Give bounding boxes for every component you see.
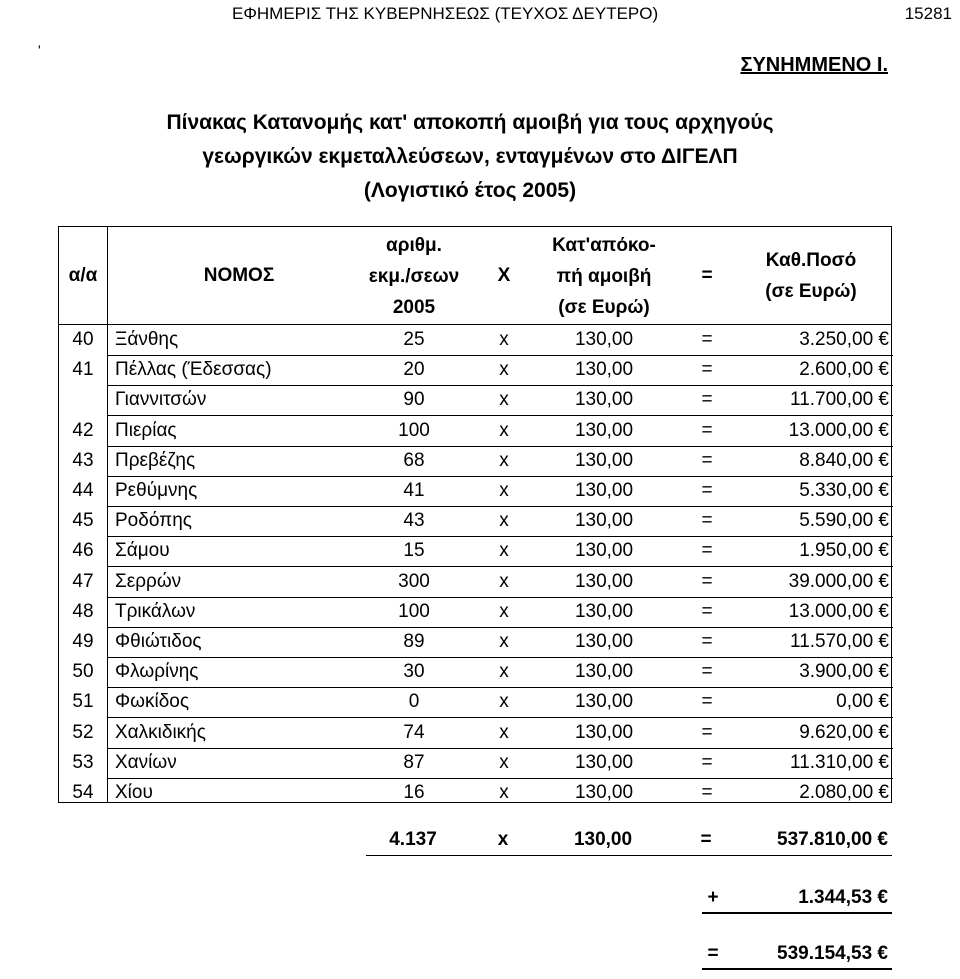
row-nomos: Σάμου <box>115 540 170 562</box>
col-header-amount: Καθ.Ποσό (σε Ευρώ) <box>765 250 857 302</box>
col-header-eq: = <box>701 265 713 286</box>
row-rate: 130,00 <box>574 449 634 471</box>
row-amount: 13.000,00 € <box>788 419 889 441</box>
row-aa: 49 <box>72 631 94 652</box>
table-row <box>59 477 893 507</box>
row-aa: 52 <box>72 721 94 743</box>
row-nomos: Τρικάλων <box>115 600 196 622</box>
table-row <box>59 356 893 386</box>
row-rate: 130,00 <box>574 510 634 532</box>
row-amount: 8.840,00 € <box>799 449 889 471</box>
row-amount: 3.250,00 € <box>799 329 889 350</box>
row-aa: 48 <box>72 600 94 622</box>
row-eq: = <box>701 419 713 441</box>
row-eq: = <box>701 540 713 562</box>
row-aa: 46 <box>72 540 94 562</box>
table-row <box>59 749 893 779</box>
row-rate: 130,00 <box>574 661 634 683</box>
total-x: x <box>497 829 509 850</box>
row-amount: 5.330,00 € <box>799 480 889 501</box>
allocation-table <box>58 226 892 803</box>
row-nomos: Φλωρίνης <box>115 661 199 683</box>
row-count: 30 <box>403 661 425 683</box>
row-aa: 54 <box>72 782 94 803</box>
row-rate: 130,00 <box>574 691 634 713</box>
row-eq: = <box>701 359 713 381</box>
title-line-1: Πίνακας Κατανομής κατ' αποκοπή αμοιβή για τους αρχηγούς <box>166 111 774 134</box>
row-eq: = <box>701 721 713 743</box>
header-separator <box>59 324 891 325</box>
row-eq: = <box>701 570 713 592</box>
row-eq: = <box>701 782 713 803</box>
row-aa: 44 <box>72 480 94 501</box>
row-nomos: Πιερίας <box>115 419 177 441</box>
row-aa: 50 <box>72 661 94 683</box>
table-title <box>90 106 850 208</box>
row-rate: 130,00 <box>574 419 634 441</box>
row-count: 0 <box>408 691 420 713</box>
row-rate: 130,00 <box>574 751 634 773</box>
table-row <box>59 447 893 477</box>
row-x: x <box>499 510 509 532</box>
row-count: 89 <box>403 631 425 652</box>
stray-mark: ' <box>38 42 41 58</box>
row-nomos: Γιαννιτσών <box>115 389 207 411</box>
row-aa: 51 <box>72 691 94 713</box>
row-amount: 2.080,00 € <box>799 782 889 803</box>
col-header-nomos: ΝΟΜΟΣ <box>203 265 275 286</box>
row-nomos: Ροδόπης <box>115 510 192 532</box>
col-header-count: αριθμ. εκμ./σεων 2005 <box>368 235 460 318</box>
row-nomos: Φωκίδος <box>115 691 190 713</box>
row-eq: = <box>701 661 713 683</box>
row-amount: 0,00 € <box>836 691 889 713</box>
total-eq: = <box>700 829 712 850</box>
row-count: 74 <box>403 721 425 743</box>
row-rate: 130,00 <box>574 359 634 381</box>
totals-underline <box>366 855 892 856</box>
title-line-2: γεωργικών εκμεταλλεύσεων, ενταγμένων στο ΔΙΓΕΛΠ <box>202 145 738 168</box>
row-rate: 130,00 <box>574 540 634 562</box>
total-amount: 537.810,00 € <box>777 829 888 850</box>
row-amount: 1.950,00 € <box>799 540 889 562</box>
row-amount: 11.700,00 € <box>790 389 889 411</box>
total-rate: 130,00 <box>573 829 633 850</box>
row-x: x <box>499 691 509 713</box>
row-count: 87 <box>403 751 425 773</box>
col-header-rate: Κατ'απόκο- πή αμοιβή (σε Ευρώ) <box>552 235 656 318</box>
row-x: x <box>499 389 509 411</box>
row-count: 43 <box>403 510 425 532</box>
grand-total-row <box>58 940 892 970</box>
addition-sign: + <box>707 887 719 908</box>
row-x: x <box>499 540 509 562</box>
row-count: 16 <box>403 782 425 803</box>
row-x: x <box>499 631 509 652</box>
row-x: x <box>499 570 509 592</box>
row-aa: 53 <box>72 751 94 773</box>
row-x: x <box>499 449 509 471</box>
row-count: 20 <box>403 359 425 381</box>
row-nomos: Πρεβέζης <box>115 449 196 471</box>
row-aa: 43 <box>72 449 94 471</box>
table-row <box>59 568 893 598</box>
row-nomos: Πέλλας (Έδεσσας) <box>115 359 272 381</box>
row-x: x <box>499 329 509 350</box>
row-eq: = <box>701 600 713 622</box>
grand-total-sign: = <box>707 943 719 964</box>
row-eq: = <box>701 329 713 350</box>
annex-label: ΣΥΝΗΜΜΕΝΟ Ι. <box>740 54 888 76</box>
row-eq: = <box>701 631 713 652</box>
table-row <box>59 688 893 718</box>
total-count: 4.137 <box>389 829 437 850</box>
row-count: 41 <box>403 480 425 501</box>
page-number: 15281 <box>904 4 952 23</box>
row-amount: 11.310,00 € <box>790 751 889 773</box>
row-amount: 2.600,00 € <box>799 359 889 381</box>
row-amount: 9.620,00 € <box>799 721 889 743</box>
totals-row <box>58 826 892 856</box>
table-row <box>59 719 893 749</box>
row-nomos: Χαλκιδικής <box>115 721 206 743</box>
col-header-aa: α/α <box>68 265 98 286</box>
row-eq: = <box>701 480 713 501</box>
row-x: x <box>499 600 509 622</box>
table-row <box>59 537 893 567</box>
row-rate: 130,00 <box>574 600 634 622</box>
row-x: x <box>499 721 509 743</box>
row-aa: 47 <box>72 570 94 592</box>
row-x: x <box>499 359 509 381</box>
title-line-3: (Λογιστικό έτος 2005) <box>363 179 577 202</box>
row-rate: 130,00 <box>574 329 634 350</box>
addition-row <box>58 884 892 914</box>
row-count: 100 <box>398 419 430 441</box>
row-count: 300 <box>398 570 430 592</box>
addition-amount: 1.344,53 € <box>702 884 892 914</box>
table-row <box>59 417 893 447</box>
row-eq: = <box>701 389 713 411</box>
row-x: x <box>499 480 509 501</box>
row-nomos: Σερρών <box>115 570 182 592</box>
row-amount: 11.570,00 € <box>790 631 889 652</box>
row-aa: 45 <box>72 510 94 532</box>
row-x: x <box>499 782 509 803</box>
row-aa: 42 <box>72 419 94 441</box>
table-row <box>59 386 893 416</box>
row-rate: 130,00 <box>574 480 634 501</box>
table-row <box>59 326 893 356</box>
row-nomos: Χανίων <box>115 751 177 773</box>
row-x: x <box>499 751 509 773</box>
row-x: x <box>499 661 509 683</box>
row-aa: 40 <box>72 329 94 350</box>
table-row <box>59 507 893 537</box>
row-count: 25 <box>403 329 425 350</box>
row-eq: = <box>701 510 713 532</box>
row-rate: 130,00 <box>574 721 634 743</box>
gazette-title: ΕΦΗΜΕΡΙΣ ΤΗΣ ΚΥΒΕΡΝΗΣΕΩΣ (ΤΕΥΧΟΣ ΔΕΥΤΕΡΟ) <box>232 4 659 23</box>
grand-total-amount: 539.154,53 € <box>702 940 892 970</box>
row-amount: 13.000,00 € <box>788 600 889 622</box>
row-count: 15 <box>403 540 425 562</box>
row-amount: 5.590,00 € <box>799 510 889 532</box>
table-row <box>59 658 893 688</box>
row-rate: 130,00 <box>574 631 634 652</box>
row-count: 100 <box>398 600 430 622</box>
row-amount: 39.000,00 € <box>788 570 889 592</box>
row-eq: = <box>701 751 713 773</box>
row-nomos: Ρεθύμνης <box>115 480 198 501</box>
row-count: 90 <box>403 389 425 411</box>
table-row <box>59 628 893 658</box>
row-eq: = <box>701 691 713 713</box>
row-aa: 41 <box>72 359 94 381</box>
row-nomos: Ξάνθης <box>115 329 179 350</box>
row-amount: 3.900,00 € <box>799 661 889 683</box>
row-nomos: Φθιώτιδος <box>115 631 202 652</box>
row-count: 68 <box>403 449 425 471</box>
row-rate: 130,00 <box>574 389 634 411</box>
table-row <box>59 779 893 809</box>
row-nomos: Χίου <box>115 782 153 803</box>
table-row <box>59 598 893 628</box>
row-rate: 130,00 <box>574 782 634 803</box>
row-rate: 130,00 <box>574 570 634 592</box>
row-eq: = <box>701 449 713 471</box>
row-x: x <box>499 419 509 441</box>
col-header-x: X <box>497 265 511 286</box>
page-header <box>0 4 960 28</box>
